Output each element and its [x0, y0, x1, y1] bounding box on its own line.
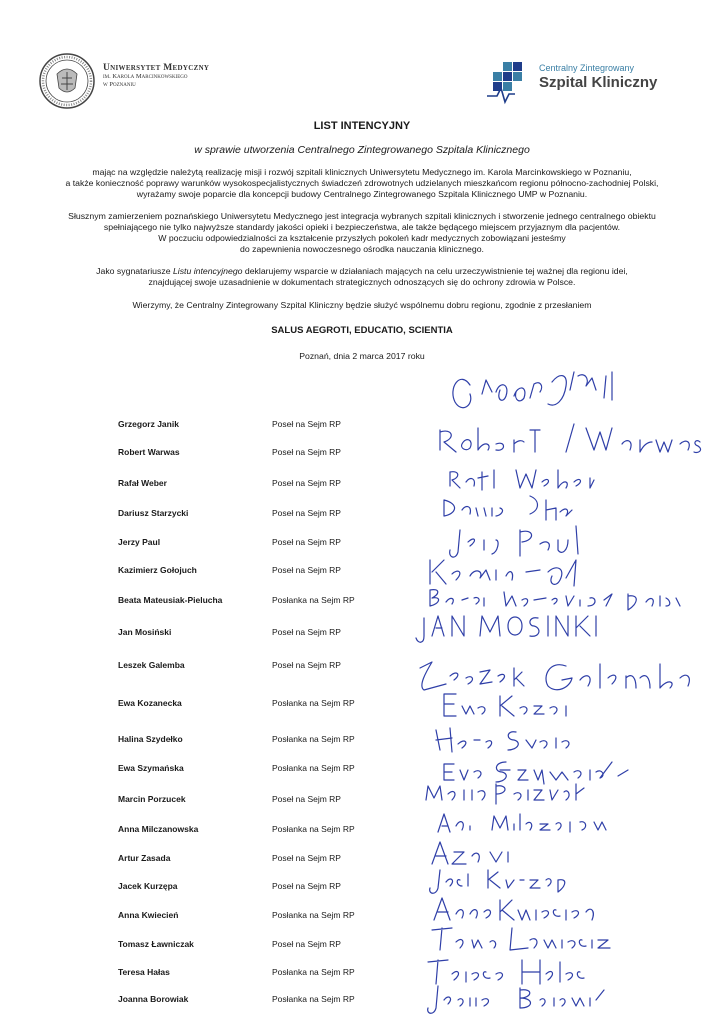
- signatory-role: Poseł na Sejm RP: [272, 660, 341, 670]
- paragraph-line: spełniającego nie tylko najwyższe standardy jakości opieki i bezpieczeństwa, ale także będącego miejscem przyjaznym dla pacjentów.: [103, 222, 621, 232]
- hospital-name-small: Centralny Zintegrowany: [539, 63, 635, 73]
- signatory-role: Posłanka na Sejm RP: [272, 910, 355, 920]
- signatory-name: Ewa Szymańska: [118, 763, 184, 773]
- signature-dariusz-starzycki: [444, 496, 572, 520]
- signature-leszek-galemba: [420, 662, 689, 690]
- signatory-name: Marcin Porzucek: [118, 794, 186, 804]
- paragraph-line: W poczuciu odpowiedzialności za kształcenie przyszłych pokoleń kadr medycznych zobowiązani jesteśmy: [158, 233, 566, 243]
- signature-ewa-kozanecka: [444, 694, 566, 716]
- signatory-name: Jerzy Paul: [118, 537, 161, 547]
- signature-tomasz-lawniczak: [432, 928, 610, 950]
- signatory-role: Posłanka na Sejm RP: [272, 763, 355, 773]
- university-subtitle-2: w Poznaniu: [103, 81, 136, 88]
- paragraph-italic: Listu intencyjnego: [172, 266, 243, 276]
- signature-beata-mateusiak-pielucha: [430, 590, 680, 610]
- signature-grzegorz-janik: [453, 372, 612, 408]
- signatory-name: Teresa Hałas: [118, 967, 170, 977]
- paragraph-line: do zapewnienia nowoczesnego ośrodka nauczania klinicznego.: [240, 244, 484, 254]
- paragraph-rest: deklarujemy wsparcie w działaniach mających na celu urzeczywistnienie tej ważnej dla regionu idei,: [242, 266, 628, 276]
- university-subtitle-1: im. Karola Marcinkowskiego: [103, 73, 188, 80]
- signatory-role: Poseł na Sejm RP: [272, 853, 341, 863]
- signature-joanna-borowiak: [428, 986, 604, 1013]
- paragraph-line: Wierzymy, że Centralny Zintegrowany Szpital Kliniczny będzie służyć wspólnemu dobru regionu, zgodnie z przesłaniem: [132, 300, 592, 310]
- signatory-name: Beata Mateusiak-Pielucha: [118, 595, 223, 605]
- paragraph-line: a także konieczność poprawy warunków wysokospecjalistycznych świadczeń zdrowotnych udzielanych mieszkańcom regionu północno-zachodniej Polski,: [65, 178, 659, 188]
- paragraph-line: Słusznym zamierzeniem poznańskiego Uniwersytetu Medycznego jest integracja wybranych szpitali klinicznych i stworzenie jednego centralnego obiektu: [68, 211, 656, 221]
- signature-rafal-weber: [450, 470, 594, 490]
- signatory-name: Robert Warwas: [118, 447, 180, 457]
- signatory-name: Ewa Kozanecka: [118, 698, 182, 708]
- signatory-role: Poseł na Sejm RP: [272, 794, 341, 804]
- paragraph-line: mając na względzie należytą realizację misji i rozwój szpitali klinicznych Uniwersytetu Medycznego im. Karola Marcinkowskiego w Poznaniu,: [92, 167, 632, 177]
- paragraph-line: znajdującej swoje uzasadnienie w dokumentach strategicznych odnoszących się do ochrony zdrowia w Polsce.: [148, 277, 576, 287]
- signature-jacek-kurzepa: [430, 870, 565, 893]
- signatory-name: Kazimierz Gołojuch: [118, 565, 197, 575]
- signatory-role: Poseł na Sejm RP: [272, 627, 341, 637]
- signatory-name: Halina Szydełko: [118, 734, 183, 744]
- signature-robert-warwas: [440, 424, 701, 453]
- signatory-role: Poseł na Sejm RP: [272, 419, 341, 429]
- signatory-role: Posłanka na Sejm RP: [272, 994, 355, 1004]
- signatory-name: Artur Zasada: [118, 853, 171, 863]
- signature-halina-szydelko: [436, 728, 569, 752]
- signature-jan-mosinski: [416, 616, 596, 642]
- signatory-role: Poseł na Sejm RP: [272, 447, 341, 457]
- signatory-name: Anna Kwiecień: [118, 910, 179, 920]
- signatory-role: Posłanka na Sejm RP: [272, 967, 355, 977]
- signatory-name: Leszek Galemba: [118, 660, 185, 670]
- signatory-role: Poseł na Sejm RP: [272, 478, 341, 488]
- hospital-name-big: Szpital Kliniczny: [539, 74, 658, 91]
- signatory-role: Posłanka na Sejm RP: [272, 824, 355, 834]
- signatory-role: Poseł na Sejm RP: [272, 537, 341, 547]
- signature-anna-kwiecien: [434, 898, 593, 920]
- document-subtitle: w sprawie utworzenia Centralnego Zintegrowanego Szpitala Klinicznego: [194, 144, 530, 156]
- signature-teresa-halas: [428, 960, 584, 984]
- signatory-name: Anna Milczanowska: [118, 824, 199, 834]
- document-date: Poznań, dnia 2 marca 2017 roku: [299, 351, 425, 361]
- signatory-name: Rafał Weber: [118, 478, 167, 488]
- signature-marcin-porzucek: [426, 784, 584, 804]
- signatory-name: Jacek Kurzępa: [118, 881, 178, 891]
- signatory-name: Dariusz Starzycki: [118, 508, 189, 518]
- signatory-role: Poseł na Sejm RP: [272, 508, 341, 518]
- signatory-role: Poseł na Sejm RP: [272, 939, 341, 949]
- signatory-role: Posłanka na Sejm RP: [272, 698, 355, 708]
- signature-ewa-szymanska: [444, 762, 628, 784]
- signatory-role: Posłanka na Sejm RP: [272, 734, 355, 744]
- signature-artur-zasada: [432, 842, 508, 864]
- signature-anna-milczanowska: [438, 814, 606, 832]
- paragraph-line: wyrażamy swoje poparcie dla koncepcji budowy Centralnego Zintegrowanego Szpitala Klinicznego UMP w Poznaniu.: [136, 189, 588, 199]
- paragraph-lead: Jako sygnatariusze: [96, 266, 173, 276]
- signatory-name: Tomasz Ławniczak: [118, 939, 194, 949]
- signatory-name: Grzegorz Janik: [118, 419, 179, 429]
- signatory-name: Jan Mosiński: [118, 627, 172, 637]
- signatory-role: Poseł na Sejm RP: [272, 565, 341, 575]
- signatory-name: Joanna Borowiak: [118, 994, 189, 1004]
- university-name: Uniwersytet Medyczny: [103, 63, 210, 73]
- signature-jerzy-paul: [450, 526, 578, 557]
- document-title: LIST INTENCYJNY: [313, 120, 411, 132]
- signatory-role: Posłanka na Sejm RP: [272, 595, 355, 605]
- motto: SALUS AEGROTI, EDUCATIO, SCIENTIA: [271, 325, 453, 336]
- signature-kazimierz-golojuch: [430, 560, 576, 586]
- signatory-role: Poseł na Sejm RP: [272, 881, 341, 891]
